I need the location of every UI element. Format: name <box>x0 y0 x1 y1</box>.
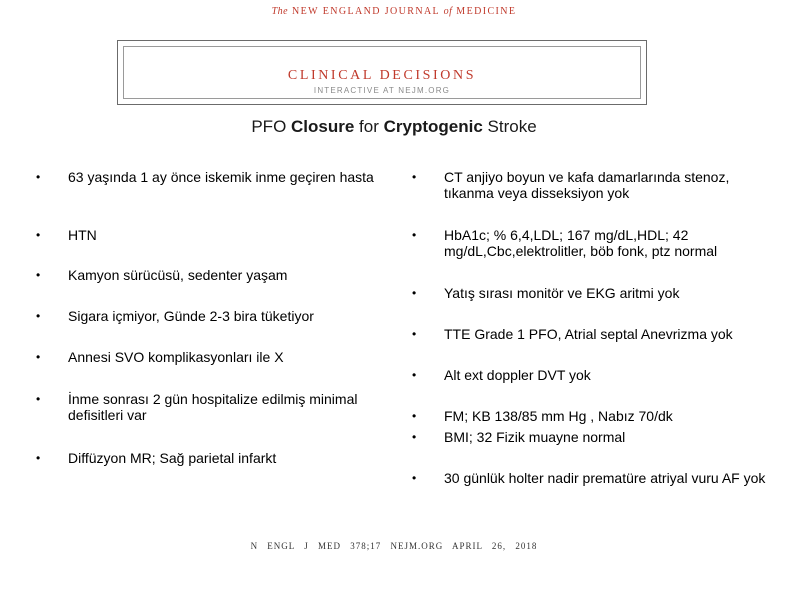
list-item-text: TTE Grade 1 PFO, Atrial septal Anevrizma yok <box>444 326 733 342</box>
list-item-text: HTN <box>68 227 97 243</box>
bullet-icon: • <box>412 471 417 485</box>
bullet-icon: • <box>412 228 417 242</box>
banner-title: CLINICAL DECISIONS <box>287 68 477 83</box>
banner-subtitle: INTERACTIVE AT NEJM.ORG <box>313 86 451 95</box>
bullet-icon: • <box>412 170 417 184</box>
list-item-text: HbA1c; % 6,4,LDL; 167 mg/dL,HDL; 42 mg/dL,Cbc,elektrolitler, böb fonk, ptz normal <box>444 227 718 259</box>
list-item-text: Yatış sırası monitör ve EKG aritmi yok <box>444 285 680 301</box>
masthead-main: NEW ENGLAND JOURNAL <box>292 6 440 17</box>
list-item-text: 30 günlük holter nadir prematüre atriyal vuru AF yok <box>444 470 766 486</box>
masthead-of: of <box>443 6 453 17</box>
bullet-icon: • <box>36 170 41 184</box>
list-item-text: Sigara içmiyor, Günde 2-3 bira tüketiyor <box>68 308 314 324</box>
list-item-text: BMI; 32 Fizik muayne normal <box>444 429 626 445</box>
list-item-text: Annesi SVO komplikasyonları ile X <box>68 349 284 365</box>
footer-citation: N ENGL J MED 378;17 <box>250 541 382 551</box>
list-item-text: CT anjiyo boyun ve kafa damarlarında stenoz, tıkanma veya disseksiyon yok <box>444 169 730 201</box>
citation-footer <box>0 541 788 551</box>
footer-site: NEJM.ORG <box>390 541 444 551</box>
list-item-text: İnme sonrası 2 gün hospitalize edilmiş minimal defisitleri var <box>68 391 358 423</box>
bullet-icon: • <box>412 430 417 444</box>
bullet-icon: • <box>36 350 41 364</box>
title-part-pfo: PFO <box>251 117 292 136</box>
list-item-text: Kamyon sürücüsü, sedenter yaşam <box>68 267 288 283</box>
bullet-icon: • <box>412 409 417 423</box>
bullet-icon: • <box>36 228 41 242</box>
bullet-icon: • <box>36 309 41 323</box>
masthead-end: MEDICINE <box>456 6 517 17</box>
list-item-text: Alt ext doppler DVT yok <box>444 367 591 383</box>
list-item-text: Diffüzyon MR; Sağ parietal infarkt <box>68 450 277 466</box>
title-part-stroke: Stroke <box>482 117 537 136</box>
list-item-text: 63 yaşında 1 ay önce iskemik inme geçiren hasta <box>68 169 374 185</box>
footer-date: APRIL 26, 2018 <box>452 541 538 551</box>
masthead-prefix: The <box>271 6 289 17</box>
bullet-icon: • <box>36 451 41 465</box>
clinical-decisions-banner <box>117 40 647 105</box>
banner-inner-frame <box>123 46 641 99</box>
list-item-text: FM; KB 138/85 mm Hg , Nabız 70/dk <box>444 408 673 424</box>
bullet-icon: • <box>36 392 41 406</box>
bullet-icon: • <box>412 368 417 382</box>
slide-title <box>0 117 788 137</box>
title-part-for: for <box>354 117 384 136</box>
bullet-icon: • <box>412 286 417 300</box>
bullet-icon: • <box>412 327 417 341</box>
journal-masthead <box>0 6 788 17</box>
title-part-cryptogenic: Cryptogenic <box>383 117 483 136</box>
bullet-icon: • <box>36 268 41 282</box>
title-part-closure: Closure <box>291 117 355 136</box>
